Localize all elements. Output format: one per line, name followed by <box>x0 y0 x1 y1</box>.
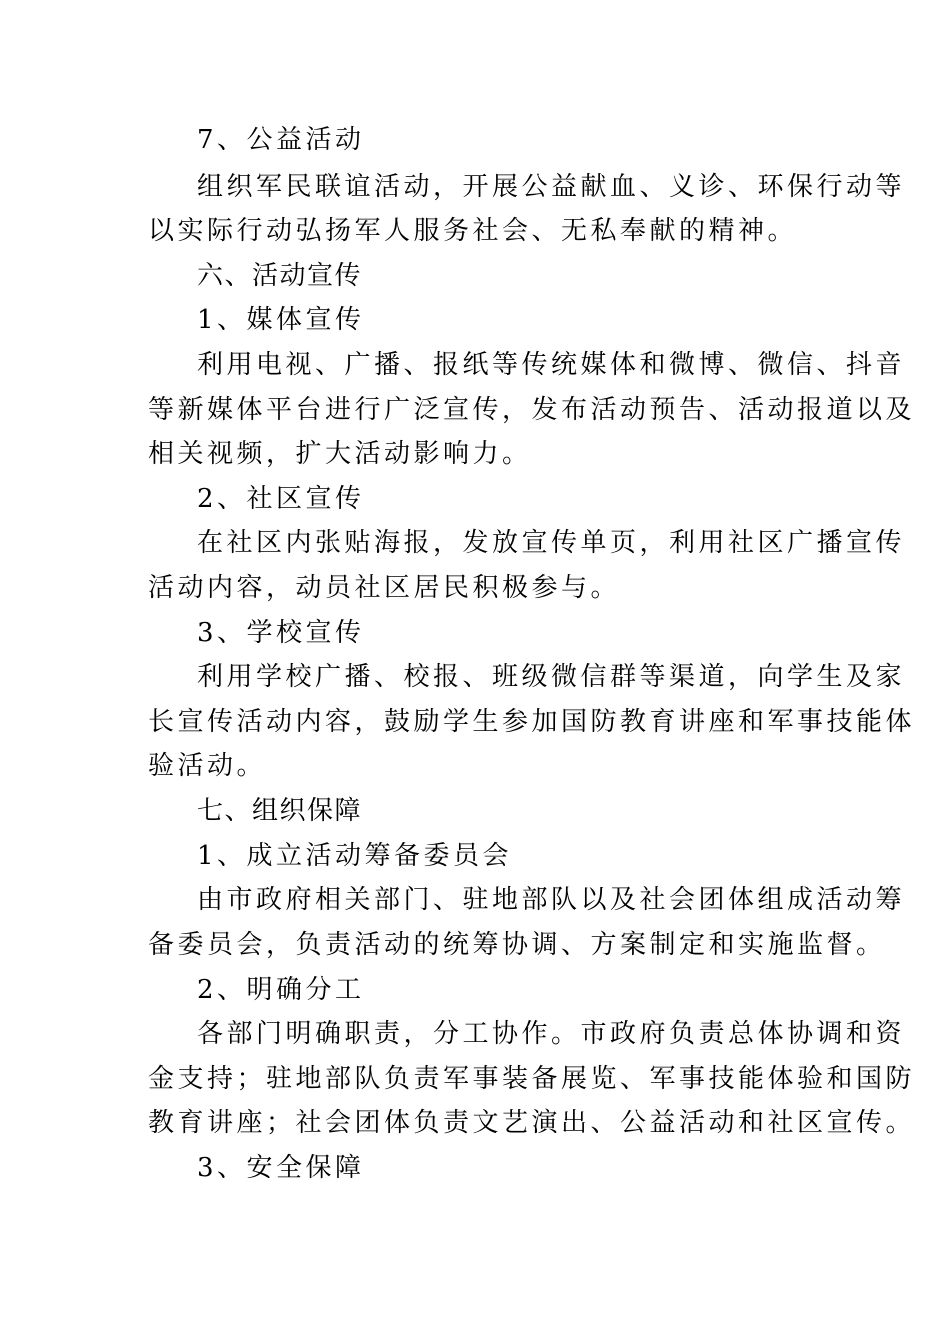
paragraph-line: 组织军民联谊活动，开展公益献血、义诊、环保行动等 <box>197 172 906 202</box>
paragraph-line: 以实际行动弘扬军人服务社会、无私奉献的精神。 <box>148 216 798 246</box>
paragraph-line: 利用电视、广播、报纸等传统媒体和微博、微信、抖音 <box>197 350 906 380</box>
paragraph-line: 各部门明确职责，分工协作。市政府负责总体协调和资 <box>197 1019 906 1049</box>
subheading-2-division: 2、明确分工 <box>197 975 365 1005</box>
subheading-1-committee: 1、成立活动筹备委员会 <box>197 841 513 871</box>
paragraph-line: 利用学校广播、校报、班级微信群等渠道，向学生及家 <box>197 662 906 692</box>
paragraph-line: 在社区内张贴海报，发放宣传单页，利用社区广播宣传 <box>197 528 906 558</box>
section-heading-6-publicity: 六、活动宣传 <box>197 261 363 291</box>
paragraph-line: 教育讲座；社会团体负责文艺演出、公益活动和社区宣传。 <box>148 1108 916 1138</box>
subheading-3-school: 3、学校宣传 <box>197 618 365 648</box>
paragraph-line: 备委员会，负责活动的统筹协调、方案制定和实施监督。 <box>148 930 886 960</box>
subheading-1-media: 1、媒体宣传 <box>197 305 365 335</box>
paragraph-line: 验活动。 <box>148 751 267 781</box>
subheading-2-community: 2、社区宣传 <box>197 484 365 514</box>
subheading-7-public-welfare: 7、公益活动 <box>197 125 365 155</box>
paragraph-line: 由市政府相关部门、驻地部队以及社会团体组成活动筹 <box>197 885 906 915</box>
paragraph-line: 金支持；驻地部队负责军事装备展览、军事技能体验和国防 <box>148 1064 916 1094</box>
paragraph-line: 相关视频，扩大活动影响力。 <box>148 439 532 469</box>
paragraph-line: 活动内容，动员社区居民积极参与。 <box>148 573 621 603</box>
subheading-3-safety: 3、安全保障 <box>197 1153 365 1183</box>
section-heading-7-organization: 七、组织保障 <box>197 796 363 826</box>
paragraph-line: 等新媒体平台进行广泛宣传，发布活动预告、活动报道以及 <box>148 395 916 425</box>
paragraph-line: 长宣传活动内容，鼓励学生参加国防教育讲座和军事技能体 <box>148 707 916 737</box>
